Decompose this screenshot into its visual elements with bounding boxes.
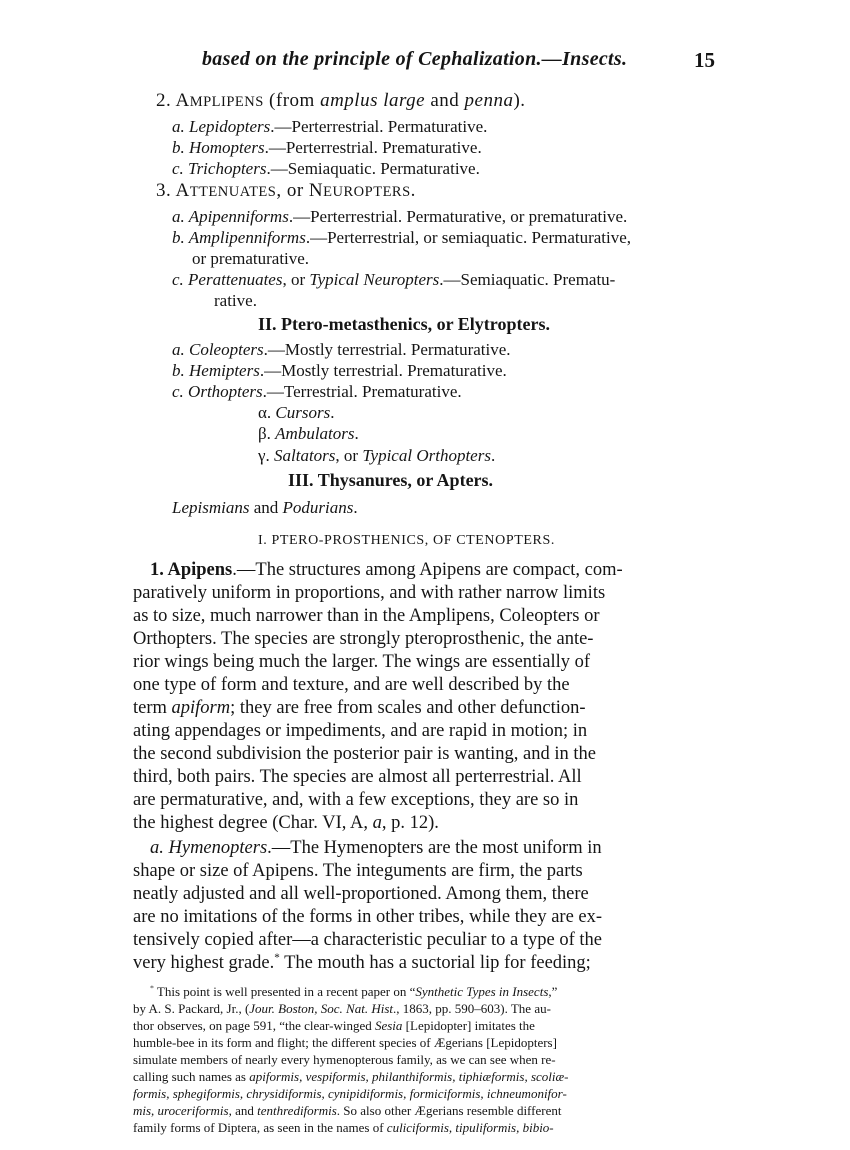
- att-b1-run: Amplipenniforms: [188, 228, 306, 247]
- fn-5-run: simulate members of nearly every hymenopterous family, as we can see when re-: [133, 1052, 556, 1067]
- line-ely-c: [172, 381, 462, 403]
- attenuates-head-run: TTENUATES: [189, 184, 277, 200]
- para1-line-11: [133, 788, 578, 813]
- amplipens-head-run: (from: [263, 90, 321, 111]
- para1-line-9: [133, 742, 596, 767]
- para1-line-4: [133, 627, 593, 652]
- amplipens-head-run: 2. A: [156, 90, 190, 111]
- para1-line-3: [133, 604, 600, 629]
- line-amplipens-head: [156, 90, 526, 112]
- amp-c-run: Trichopters: [188, 159, 267, 178]
- caps-section-heading: [258, 533, 555, 549]
- fn-1-run: Synthetic Types in Insects: [415, 984, 549, 999]
- p2-5-run: tensively copied after—a characteristic peculiar to a type of the: [133, 930, 602, 950]
- fn-6-run: apiformis, vespiformis, philanthiformis, tiphiæformis, scoliæ-: [249, 1069, 569, 1084]
- line-ely-b: [172, 360, 507, 382]
- fn-4-run: humble-bee in its form and flight; the different species of Ægerians [Lepidopters]: [133, 1035, 557, 1050]
- ely-b-run: Hemipters: [189, 361, 260, 380]
- line-amp-a: [172, 116, 487, 138]
- attenuates-head-run: .: [410, 180, 416, 201]
- p2-1-run: a. Hymenopters: [150, 838, 268, 858]
- ely-c-run: Orthopters: [188, 382, 263, 401]
- footnote-line-6: [133, 1068, 569, 1086]
- att-c2-run: rative.: [214, 291, 257, 310]
- footnote-line-4: [133, 1034, 557, 1052]
- line-att-c2: [214, 290, 257, 312]
- ely-gamma-run: , or: [335, 446, 363, 465]
- p2-1-run: .—The Hymenopters are the most uniform in: [267, 838, 602, 858]
- amp-b-run: b.: [172, 138, 189, 157]
- line-amp-c: [172, 158, 480, 180]
- amplipens-head-run: ).: [513, 90, 526, 111]
- ely-c-run: c.: [172, 382, 189, 401]
- fn-1-run: *: [150, 983, 154, 993]
- att-c1-run: , or: [282, 270, 310, 289]
- para1-line-10: [133, 765, 582, 790]
- att-c1-run: Typical Neuropters: [309, 270, 440, 289]
- p2-6-run: very highest grade.: [133, 953, 275, 973]
- section-heading-3: [288, 470, 493, 491]
- caps-heading-run: I. PTERO-PROSTHENICS, OF CTENOPTERS.: [258, 533, 555, 548]
- line-att-b1: [172, 227, 631, 249]
- line-att-b2: [192, 248, 309, 270]
- p1-4-run: Orthopters. The species are strongly pteroprosthenic, the ante-: [133, 629, 594, 649]
- ely-a-run: a.: [172, 340, 189, 359]
- line-att-a: [172, 206, 627, 228]
- amplipens-head-run: penna: [464, 90, 514, 111]
- fn-8-run: tenthrediformis: [257, 1103, 337, 1118]
- para1-line-5: [133, 650, 590, 675]
- p1-2-run: paratively uniform in proportions, and with rather narrow limits: [133, 583, 606, 603]
- att-b1-run: b.: [172, 228, 189, 247]
- fn-1-run: ,”: [548, 984, 558, 999]
- amplipens-head-run: amplus large: [320, 90, 426, 111]
- line-lepisma: [172, 497, 358, 519]
- p1-12-run: a: [372, 813, 382, 833]
- amp-b-run: .—Perterrestrial. Prematurative.: [264, 138, 482, 157]
- lepisma-run: Lepismians: [172, 498, 250, 517]
- ely-gamma-run: Saltators: [274, 446, 336, 465]
- lepisma-run: and: [249, 498, 283, 517]
- p2-6-run: The mouth has a suctorial lip for feeding;: [279, 953, 591, 973]
- p1-12-run: the highest degree (Char. VI, A,: [133, 813, 373, 833]
- para2-line-4: [133, 905, 602, 930]
- p1-5-run: rior wings being much the larger. The wings are essentially of: [133, 652, 591, 672]
- p1-10-run: third, both pairs. The species are almost all perterrestrial. All: [133, 767, 582, 787]
- para2-line-1: [150, 836, 602, 861]
- att-a-run: Apipenniforms: [188, 207, 289, 226]
- att-b1-run: .—Perterrestrial, or semiaquatic. Permaturative,: [305, 228, 632, 247]
- amp-c-run: c.: [172, 159, 189, 178]
- fn-8-run: mis, uroceriformis: [133, 1103, 229, 1118]
- p1-1-run: 1. Apipens: [150, 560, 233, 580]
- para1-line-1: [150, 558, 623, 583]
- fn-2-run: by A. S. Packard, Jr., (: [133, 1001, 250, 1016]
- line-ely-gamma: [258, 445, 495, 467]
- ely-c-run: .—Terrestrial. Prematurative.: [262, 382, 462, 401]
- fn-3-run: [Lepidopter] imitates the: [402, 1018, 535, 1033]
- footnote-line-2: [133, 1000, 551, 1018]
- att-b2-run: or prematurative.: [192, 249, 310, 268]
- running-title: based on the principle of Cephalization.—Insects.: [202, 48, 628, 70]
- att-c1-run: .—Semiaquatic. Prematu-: [439, 270, 616, 289]
- amp-b-run: Homopters: [189, 138, 265, 157]
- p2-6-run: *: [274, 951, 280, 964]
- ely-a-run: .—Mostly terrestrial. Permaturative.: [263, 340, 511, 359]
- attenuates-head-run: EUROPTERS: [323, 184, 411, 200]
- heading-3-run: III. Thysanures, or Apters.: [288, 470, 494, 490]
- line-amp-b: [172, 137, 482, 159]
- fn-8-run: . So also other Ægerians resemble different: [336, 1103, 562, 1118]
- para1-line-12: [133, 811, 439, 836]
- amp-a-run: Lepidopters: [189, 117, 271, 136]
- p1-11-run: are permaturative, and, with a few exceptions, they are so in: [133, 790, 579, 810]
- ely-beta-run: Ambulators: [275, 424, 355, 443]
- footnote-line-8: [133, 1102, 561, 1120]
- lepisma-run: Podurians: [282, 498, 354, 517]
- fn-2-run: Jour. Boston, Soc. Nat. Hist: [249, 1001, 394, 1016]
- para2-line-3: [133, 882, 589, 907]
- line-att-c1: [172, 269, 615, 291]
- amplipens-head-run: and: [425, 90, 465, 111]
- para1-line-2: [133, 581, 605, 606]
- ely-alpha-run: α.: [258, 403, 276, 422]
- ely-b-run: .—Mostly terrestrial. Prematurative.: [259, 361, 507, 380]
- p1-7-run: apiform: [171, 698, 231, 718]
- p1-1-run: .—The structures among Apipens are compact, com-: [232, 560, 623, 580]
- section-heading-2: [258, 314, 550, 335]
- ely-gamma-run: .: [490, 446, 496, 465]
- p1-9-run: the second subdivision the posterior pair is wanting, and in the: [133, 744, 596, 764]
- para1-line-7: [133, 696, 586, 721]
- para1-line-6: [133, 673, 570, 698]
- para1-line-8: [133, 719, 587, 744]
- p1-3-run: as to size, much narrower than in the Amplipens, Coleopters or: [133, 606, 600, 626]
- fn-3-run: thor observes, on page 591, “the clear-winged: [133, 1018, 375, 1033]
- para2-line-6: [133, 951, 591, 976]
- ely-alpha-run: .: [330, 403, 335, 422]
- fn-2-run: ., 1863, pp. 590–603). The au-: [393, 1001, 551, 1016]
- p1-12-run: , p. 12).: [381, 813, 439, 833]
- footnote-line-5: [133, 1051, 556, 1069]
- ely-b-run: b.: [172, 361, 189, 380]
- amp-a-run: a.: [172, 117, 189, 136]
- att-c1-run: c.: [172, 270, 189, 289]
- amp-a-run: .—Perterrestrial. Permaturative.: [270, 117, 488, 136]
- p1-6-run: one type of form and texture, and are well described by the: [133, 675, 570, 695]
- line-ely-a: [172, 339, 511, 361]
- ely-a-run: Coleopters: [189, 340, 264, 359]
- line-ely-beta: [258, 423, 359, 445]
- line-attenuates-head: [156, 180, 416, 202]
- ely-gamma-run: γ.: [258, 446, 275, 465]
- amplipens-head-run: MPLIPENS: [189, 94, 264, 110]
- p1-7-run: term: [133, 698, 172, 718]
- para2-line-5: [133, 928, 602, 953]
- fn-9-run: culiciformis, tipuliformis, bibio-: [386, 1120, 554, 1135]
- attenuates-head-run: , or N: [276, 180, 324, 201]
- para2-line-2: [133, 859, 583, 884]
- heading-2-run: II. Ptero-metasthenics, or Elytropters.: [258, 314, 550, 334]
- att-a-run: .—Perterrestrial. Permaturative, or prematurative.: [288, 207, 628, 226]
- ely-beta-run: .: [354, 424, 359, 443]
- p2-3-run: neatly adjusted and all well-proportioned. Among them, there: [133, 884, 589, 904]
- att-a-run: a.: [172, 207, 189, 226]
- footnote-line-1: [150, 983, 557, 1001]
- p2-4-run: are no imitations of the forms in other tribes, while they are ex-: [133, 907, 603, 927]
- fn-7-run: formis, sphegiformis, chrysidiformis, cynipidiformis, formiciformis, ichneumonifor-: [133, 1086, 567, 1101]
- line-ely-alpha: [258, 402, 334, 424]
- att-c1-run: Perattenuates: [188, 270, 283, 289]
- footnote-line-3: [133, 1017, 535, 1035]
- fn-6-run: calling such names as: [133, 1069, 250, 1084]
- footnote-line-9: [133, 1119, 554, 1137]
- amp-c-run: .—Semiaquatic. Permaturative.: [266, 159, 480, 178]
- footnote-line-7: [133, 1085, 567, 1103]
- p1-7-run: ; they are free from scales and other defunction-: [230, 698, 586, 718]
- attenuates-head-run: 3. A: [156, 180, 190, 201]
- page-header: [130, 42, 715, 76]
- fn-3-run: Sesia: [374, 1018, 403, 1033]
- ely-alpha-run: Cursors: [275, 403, 331, 422]
- p2-2-run: shape or size of Apipens. The integuments are firm, the parts: [133, 861, 583, 881]
- p1-8-run: ating appendages or impediments, and are rapid in motion; in: [133, 721, 588, 741]
- fn-9-run: family forms of Diptera, as seen in the names of: [133, 1120, 387, 1135]
- ely-beta-run: β.: [258, 424, 276, 443]
- fn-1-run: This point is well presented in a recent paper on “: [153, 984, 416, 999]
- lepisma-run: .: [353, 498, 358, 517]
- page-number: 15: [694, 48, 715, 72]
- ely-gamma-run: Typical Orthopters: [362, 446, 491, 465]
- fn-8-run: , and: [228, 1103, 258, 1118]
